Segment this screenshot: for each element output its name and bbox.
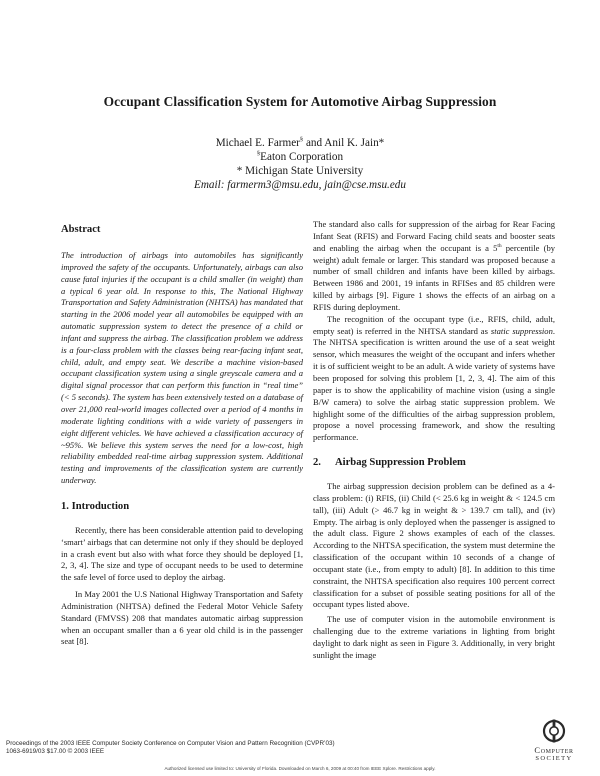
footer-copyright: 1063-6919/03 $17.00 © 2003 IEEE (6, 747, 105, 755)
abstract-text: The introduction of airbags into automobiles has significantly improved the safety of the occupants. Unfortunately, airbags can also cause fatal injuries if the occupant is a child smaller (in weight) than a typical 6 year old. In response to this, The National Highway Transportation and Safety Administration (NHTSA) has mandated that starting in the 2006 model year all automobiles be equipped with an automatic suppression system to detect the presence of a child or infant and suppress the airbag. The classification problem we address is a four-class problem with the classes being rear-facing infant seat, child, adult, and empty seat. We describe a machine vision-based occupant classification system using a single greyscale camera and a digital signal processor that can perform this function in “real time” (< 5 seconds). The system has been extensively tested on a database of over 21,000 real-world images collected over a period of 4 months in moderate lighting conditions with a wide variety of passengers in eight different vehicles. We have achieved a classification accuracy of ~95%. We believe this system serves the need for a low-cost, high reliability embedded real-time airbag suppression system. Additional testing and improvements of the classification system are currently underway. (61, 250, 303, 486)
intro-heading: 1. Introduction (61, 500, 130, 512)
author-emails: Email: farmerm3@msu.edu, jain@cse.msu.edu (194, 179, 406, 191)
license-notice: Authorized licensed use limited to: University of Florida. Downloaded on March 6, 2009 at 00:40 from IEEE Xplore. Restrictions apply. (164, 766, 436, 771)
abstract-heading: Abstract (61, 224, 101, 235)
intro-paragraph-2: In May 2001 the U.S National Highway Transportation and Safety Administration (NHTSA) defined the Federal Motor Vehicle Safety Standard (FMVSS) 208 that mandates automatic airbag suppression when an occupant smaller than a 6 year old child is in the passenger seat [8]. (61, 589, 303, 647)
section-2-paragraph-1: The airbag suppression decision problem can be defined as a 4-class problem: (i) RFIS, (ii) Child (< 25.6 kg in weight & < 124.5 cm tall), (iii) Adult (> 46.7 kg in weight & > 139.7 cm tall), and (iv) Empty. The airbag is only deployed when the passenger is assigned to the adult class. Figure 2 shows examples of each of the classes. According to the NHTSA specification, the system must determine the classification of the occupant within 10 seconds of a change of occupant state (i.e., from empty to adult) [8]. In addition to this time constraint, the NHTSA specification also requires 100 percent correct classification for a subset of possible seating positions for all of the occupant types listed above. (313, 481, 555, 610)
right-paragraph-1 (313, 219, 555, 314)
affiliation-eaton (0, 150, 600, 164)
paper-title: Occupant Classification System for Automotive Airbag Suppression (103, 94, 497, 109)
p1-pre: The standard also calls for suppression of the airbag for Rear Facing Infant Seat (RFIS) and Forward Facing child seats and booster seats and enabling the airbag when the occupant is a 5 (313, 219, 555, 253)
left-column (61, 219, 303, 648)
author-first: Michael E. Farmer (215, 137, 300, 149)
section-2-number: 2. (313, 457, 321, 469)
affil-eaton-name: Eaton Corporation (260, 151, 344, 163)
p2-post: . The NHTSA specification is written around the use of a seat weight sensor, which measures the weight of the occupant and infers whether it is of sufficient weight to be an adult. A wide variety of systems have been proposed for solving this problem [1, 2, 3, 4]. The aim of this paper is to show the applicability of machine vision (using a single B/W camera) to solve the airbag static suppression problem. We highlight some of the difficulties of the airbag suppression problem, propose a novel processing framework, and show the resulting performance. (313, 325, 555, 443)
right-column (313, 219, 555, 662)
affil-mark: § (256, 150, 261, 157)
author-names (0, 136, 600, 150)
p1-superscript: th (497, 242, 502, 249)
computer-society-emblem-icon (542, 718, 566, 744)
p1-post: percentile (by weight) adult female or larger. This standard was proposed because a number of small children and infants have been killed by airbags. Between 1986 and 2001, 19 infants in RFISes and 85 children were killed by airbags [9]. Figure 1 shows the effects of an airbag on a RFIS during deployment. (313, 242, 555, 312)
p2-pre: The recognition of the occupant type (i.e., RFIS, child, adult, empty seat) is referred in the NHTSA standard as (313, 313, 555, 336)
section-2-title: Airbag Suppression Problem (335, 457, 466, 469)
proceedings-footer (6, 740, 335, 755)
affiliation-msu: * Michigan State University (236, 165, 364, 177)
footer-proceedings: Proceedings of the 2003 IEEE Computer Society Conference on Computer Vision and Pattern Recognition (CVPR’03) (6, 740, 335, 747)
computer-society-logo (514, 718, 594, 766)
section-2-paragraph-2: The use of computer vision in the automobile environment is challenging due to the extreme variations in lighting from bright daylight to dark night as seen in Figure 3. Additionally, in very bright sunlight the image (313, 614, 555, 660)
section-2-heading (313, 456, 555, 469)
intro-paragraph-1: Recently, there has been considerable attention paid to developing ‘smart’ airbags that can determine not only if they should be deployed in a crash event but also with what force they should be deployed [1, 2, 3, 4]. The size and type of occupant needs to be used to determine the safe level of force used to deploy the airbag. (61, 524, 303, 583)
author-second: and Anil K. Jain* (303, 137, 385, 149)
logo-word-computer: Computer (534, 745, 574, 755)
logo-word-society: SOCIETY (535, 755, 573, 762)
p2-italic-term: static suppression (490, 325, 553, 336)
right-paragraph-2 (313, 314, 555, 444)
author-block (0, 136, 600, 192)
author-affil-mark: § (299, 136, 304, 143)
